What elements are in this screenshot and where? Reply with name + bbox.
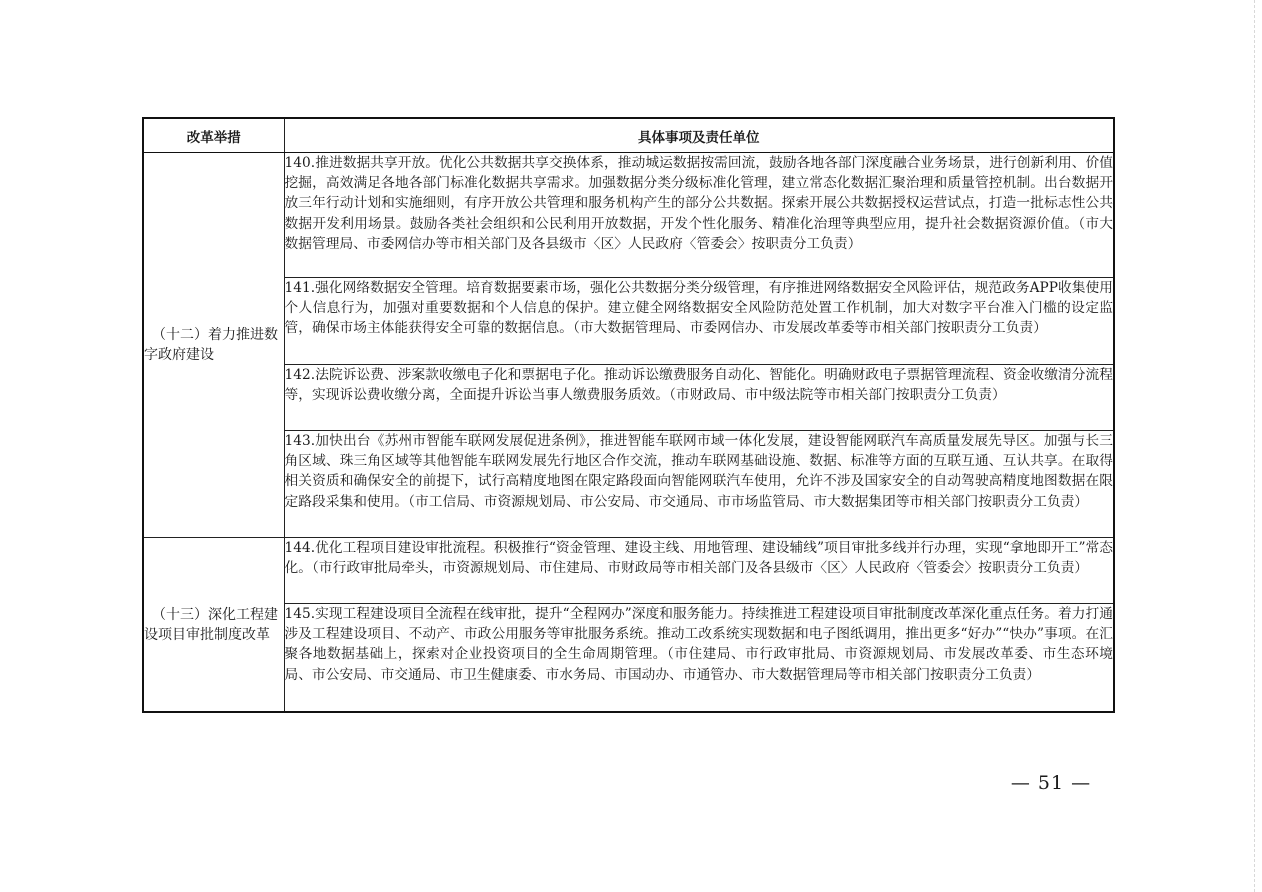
- item-142: 142.法院诉讼费、涉案款收缴电子化和票据电子化。推动诉讼缴费服务自动化、智能化。明确财政电子票据管理流程、资金收缴清分流程等，实现诉讼费收缴分离，全面提升诉讼当事人缴费服务质效。（市财政局、市中级法院等市相关部门按职责分工负责）: [284, 365, 1114, 431]
- item-143: 143.加快出台《苏州市智能车联网发展促进条例》，推进智能车联网市域一体化发展，建设智能网联汽车高质量发展先导区。加强与长三角区域、珠三角区域等其他智能车联网发展先行地区合作交流，推动车联网基础设施、数据、标准等方面的互联互通、互认共享。在取得相关资质和确保安全的前提下，试行高精度地图在限定路段面向智能网联汽车使用，允许不涉及国家安全的自动驾驶高精度地图数据在限定路段采集和使用。（市工信局、市资源规划局、市公安局、市交通局、市市场监管局、市大数据集团等市相关部门按职责分工负责）: [284, 431, 1114, 538]
- table-row: [143, 431, 1114, 538]
- table-row: [143, 604, 1114, 713]
- measure-line: 字政府建设: [144, 347, 214, 363]
- table-header-row: [143, 118, 1114, 153]
- header-items: 具体事项及责任单位: [284, 118, 1114, 153]
- reform-table: [142, 117, 1115, 713]
- measure-line: 设项目审批制度改革: [144, 626, 270, 643]
- table-row: [143, 278, 1114, 365]
- table-row: [143, 153, 1114, 278]
- table-row: [143, 538, 1114, 604]
- item-140: 140.推进数据共享开放。优化公共数据共享交换体系，推动城运数据按需回流，鼓励各地各部门深度融合业务场景，进行创新利用、价值挖掘，高效满足各地各部门标准化数据共享需求。加强数据分类分级标准化管理，建立常态化数据汇聚治理和质量管控机制。出台数据开放三年行动计划和实施细则，有序开放公共管理和服务机构产生的部分公共数据。探索开展公共数据授权运营试点，打造一批标志性公共数据开发利用场景。鼓励各类社会组织和公民利用开放数据，开发个性化服务、精准化治理等典型应用，提升社会数据资源价值。（市大数据管理局、市委网信办等市相关部门及各县级市〈区〉人民政府〈管委会〉按职责分工负责）: [284, 153, 1114, 278]
- table-row: [143, 365, 1114, 431]
- measure-cell-12: [143, 153, 284, 538]
- page-number: — 51 —: [1010, 772, 1092, 794]
- header-measure: 改革举措: [143, 118, 284, 153]
- measure-cell-13: [143, 538, 284, 713]
- item-145: 145.实现工程建设项目全流程在线审批，提升“全程网办”深度和服务能力。持续推进工程建设项目审批制度改革深化重点任务。着力打通涉及工程建设项目、不动产、市政公用服务等审批服务系统。推动工改系统实现数据和电子图纸调用，推出更多“好办”“快办”事项。在汇聚各地数据基础上，探索对企业投资项目的全生命周期管理。（市住建局、市行政审批局、市资源规划局、市发展改革委、市生态环境局、市公安局、市交通局、市卫生健康委、市水务局、市国动办、市通管办、市大数据管理局等市相关部门按职责分工负责）: [284, 604, 1114, 713]
- measure-line: （十三）深化工程建: [152, 606, 278, 623]
- item-141: 141.强化网络数据安全管理。培育数据要素市场，强化公共数据分类分级管理，有序推进网络数据安全风险评估，规范政务APP收集使用个人信息行为，加强对重要数据和个人信息的保护。建立健全网络数据安全风险防范处置工作机制，加大对数字平台准入门槛的设定监管，确保市场主体能获得安全可靠的数据信息。（市大数据管理局、市委网信办、市发展改革委等市相关部门按职责分工负责）: [284, 278, 1114, 365]
- page-edge: [1254, 0, 1262, 892]
- measure-line: （十二）着力推进数: [152, 327, 278, 343]
- item-144: 144.优化工程项目建设审批流程。积极推行“资金管理、建设主线、用地管理、建设辅线”项目审批多线并行办理，实现“拿地即开工”常态化。（市行政审批局牵头，市资源规划局、市住建局、市财政局等市相关部门及各县级市〈区〉人民政府〈管委会〉按职责分工负责）: [284, 538, 1114, 604]
